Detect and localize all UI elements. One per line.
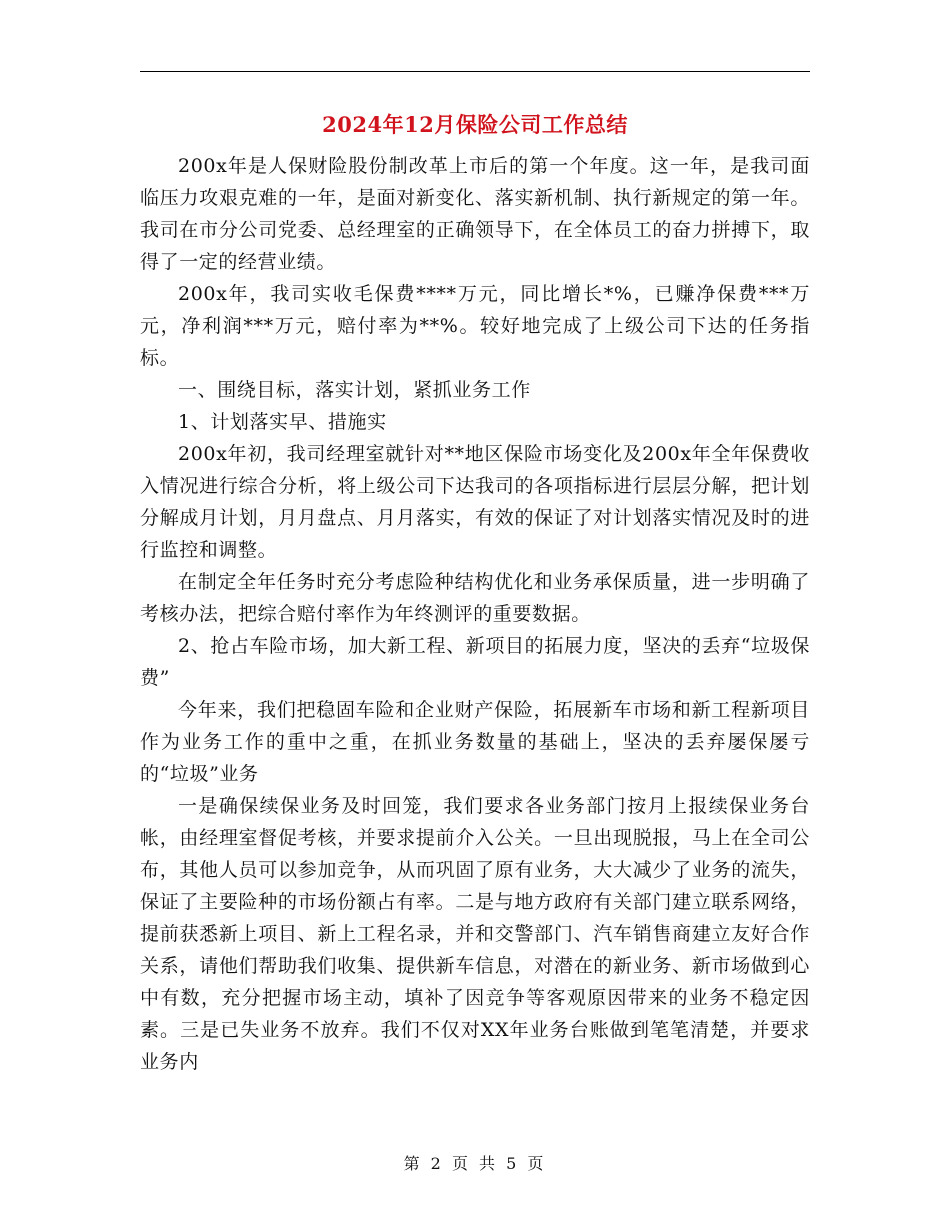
paragraph-planning: 200x年初，我司经理室就针对**地区保险市场变化及200x年全年保费收入情况进行综合分析，将上级公司下达我司的各项指标进行层层分解，把计划分解成月计划，月月盘点、月月落实，有效的保证了对计划落实情况及时的进行监控和调整。 bbox=[140, 443, 810, 561]
paragraph-intro: 200x年是人保财险股份制改革上市后的第一个年度。这一年，是我司面临压力攻艰克难的一年，是面对新变化、落实新机制、执行新规定的第一年。我司在市分公司党委、总经理室的正确领导下，在全体员工的奋力拼搏下，取得了一定的经营业绩。 bbox=[140, 155, 810, 273]
document-title: 2024年12月保险公司工作总结 bbox=[322, 112, 628, 137]
header-rule bbox=[140, 71, 810, 72]
paragraph-assessment: 在制定全年任务时充分考虑险种结构优化和业务承保质量，进一步明确了考核办法，把综合赔付率作为年终测评的重要数据。 bbox=[140, 571, 810, 625]
page-number-footer: 第 2 页 共 5 页 bbox=[403, 1154, 547, 1173]
section-heading-1: 一、围绕目标，落实计划，紧抓业务工作 bbox=[178, 379, 531, 401]
paragraph-results: 200x年，我司实收毛保费****万元，同比增长*%，已赚净保费***万元，净利润***万元，赔付率为**%。较好地完成了上级公司下达的任务指标。 bbox=[140, 283, 810, 369]
document-body bbox=[140, 150, 810, 1078]
paragraph-measures: 一是确保续保业务及时回笼，我们要求各业务部门按月上报续保业务台帐，由经理室督促考核，并要求提前介入公关。一旦出现脱报，马上在全司公布，其他人员可以参加竞争，从而巩固了原有业务，大大减少了业务的流失，保证了主要险种的市场份额占有率。二是与地方政府有关部门建立联系网络，提前获悉新上项目、新上工程名录，并和交警部门、汽车销售商建立友好合作关系，请他们帮助我们收集、提供新车信息，对潜在的新业务、新市场做到心中有数，充分把握市场主动，填补了因竞争等客观原因带来的业务不稳定因素。三是已失业务不放弃。我们不仅对XX年业务台账做到笔笔清楚，并要求业务内 bbox=[140, 795, 810, 1073]
subsection-heading-2: 2、抢占车险市场，加大新工程、新项目的拓展力度，坚决的丢弃“垃圾保费” bbox=[140, 635, 810, 689]
paragraph-market: 今年来，我们把稳固车险和企业财产保险，拓展新车市场和新工程新项目作为业务工作的重中之重，在抓业务数量的基础上，坚决的丢弃屡保屡亏的“垃圾”业务 bbox=[140, 699, 810, 785]
subsection-heading-1: 1、计划落实早、措施实 bbox=[178, 411, 387, 433]
